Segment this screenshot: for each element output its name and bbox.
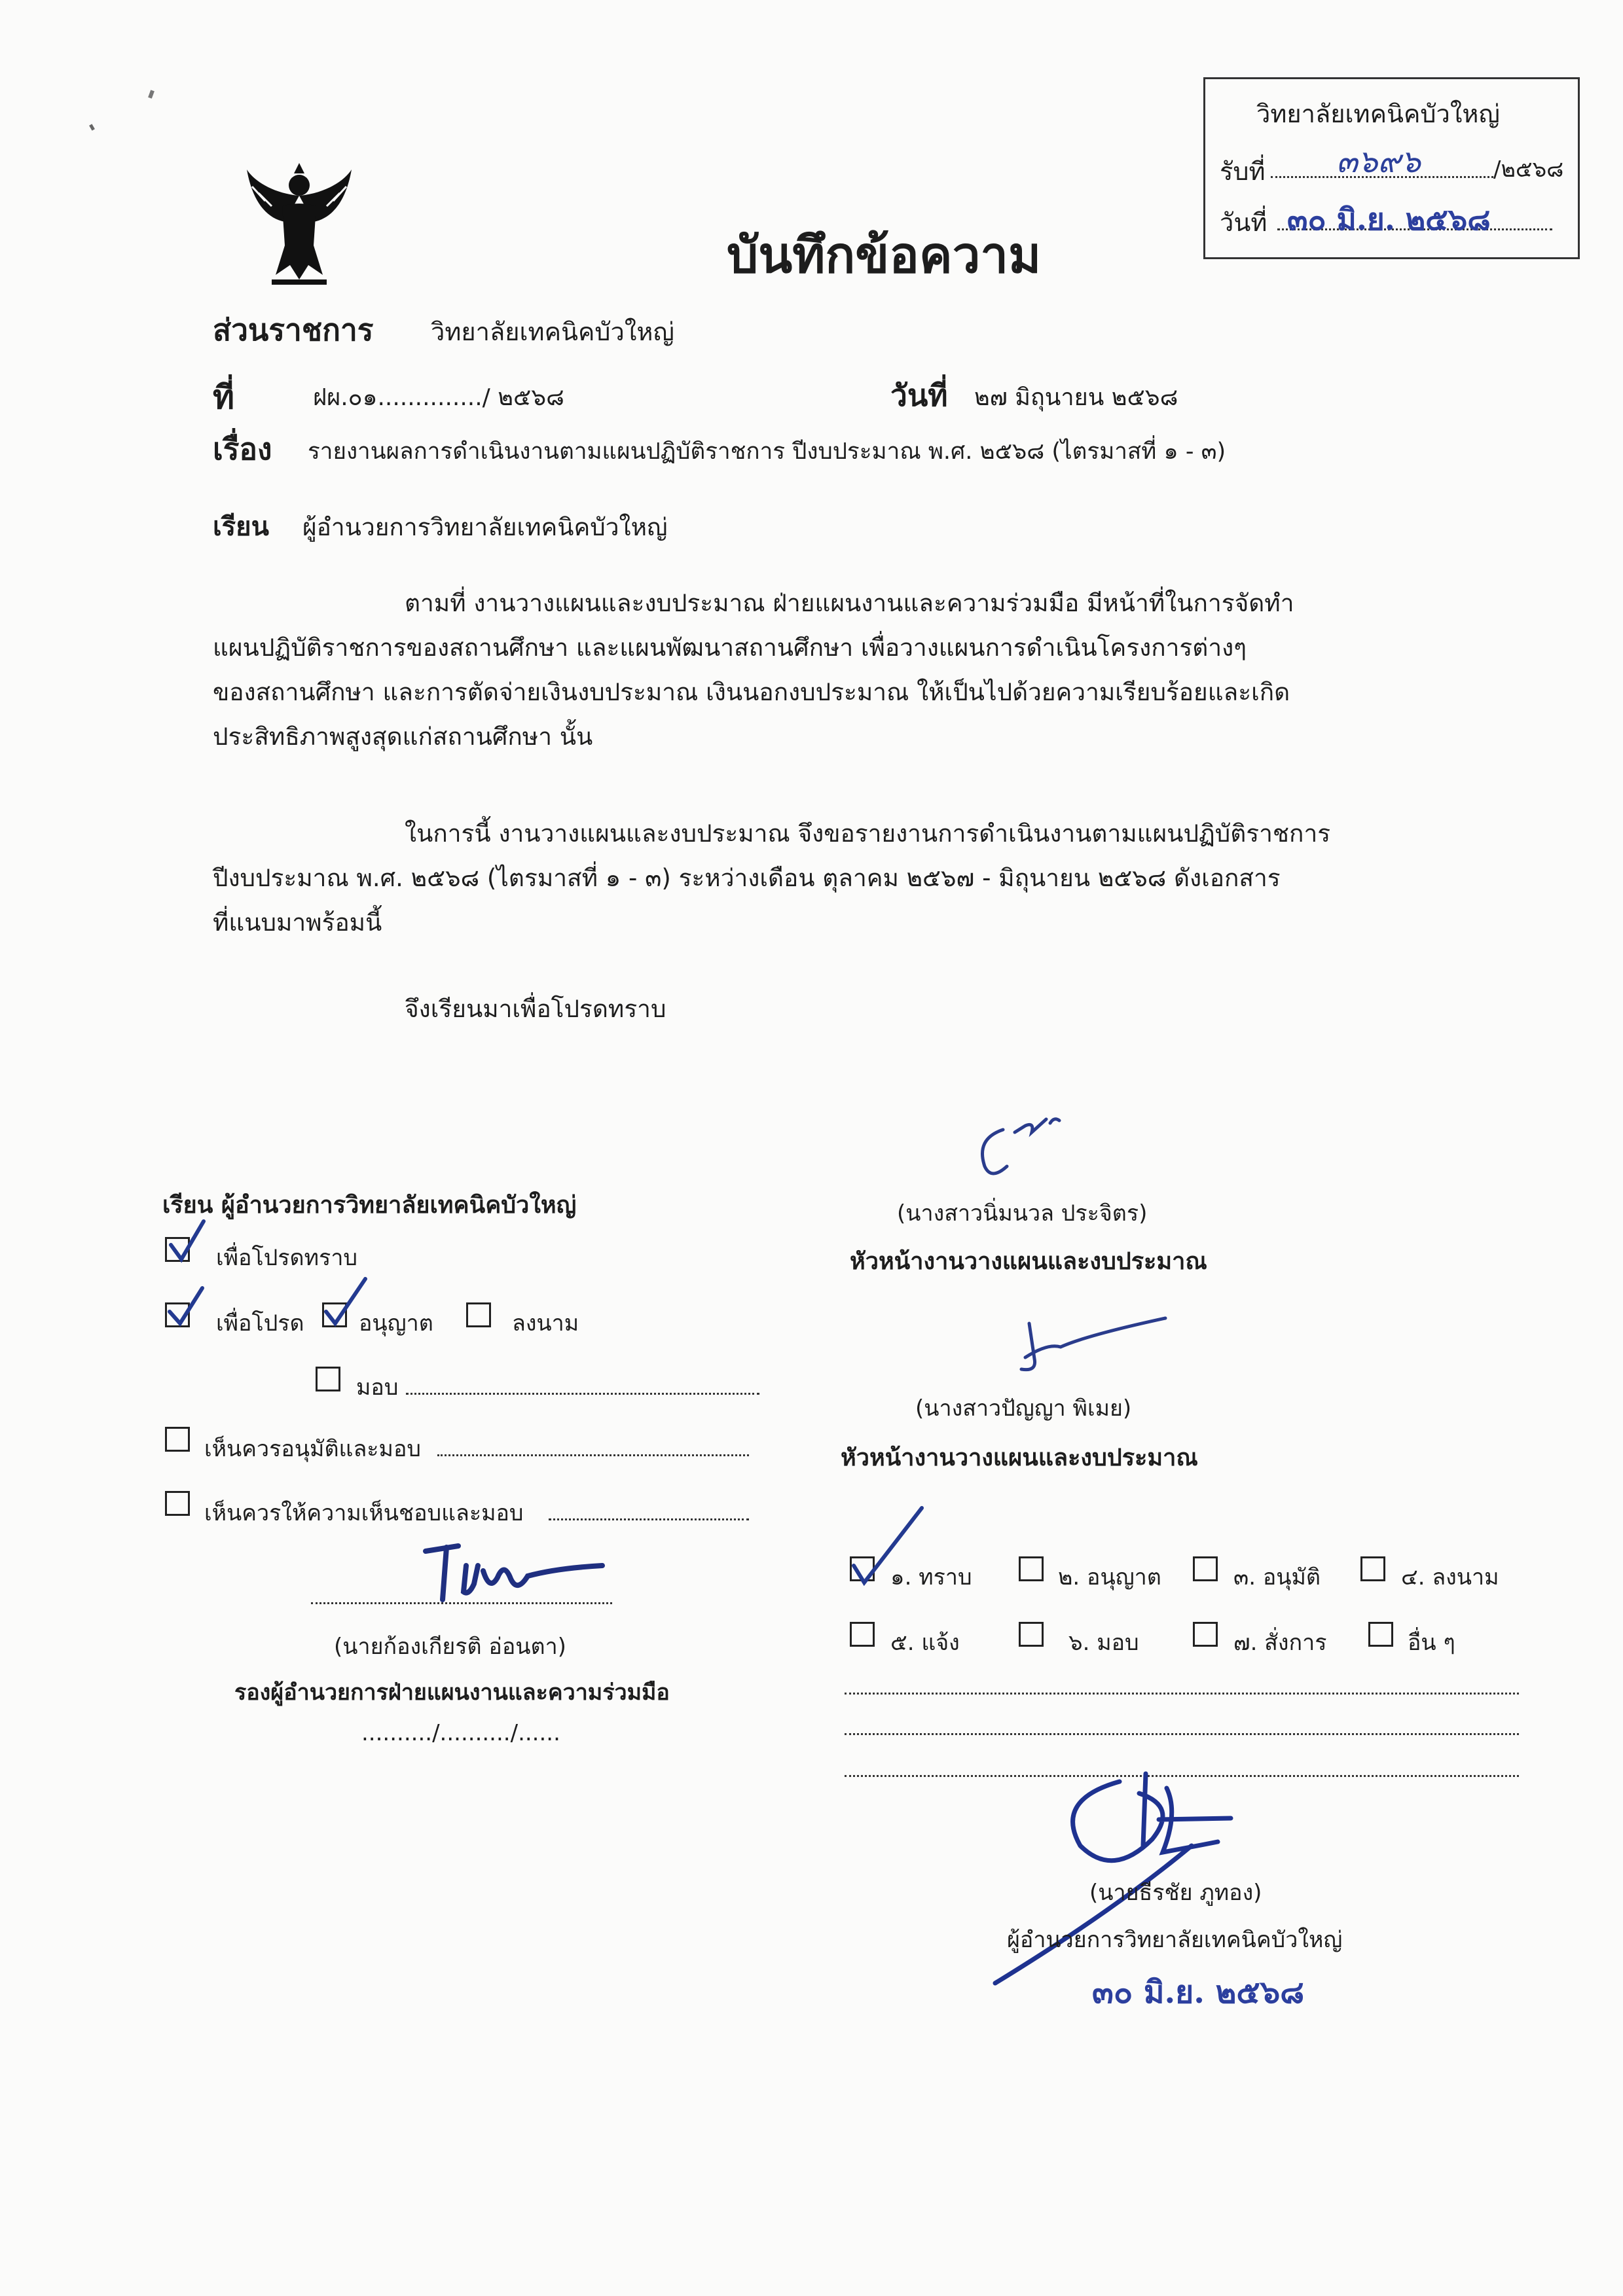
opt-6-label: ๖. มอบ <box>1068 1630 1139 1656</box>
subject-label: เรื่อง <box>213 431 272 467</box>
recommend-approve-dots <box>437 1454 749 1456</box>
opt-sign-label: ลงนาม <box>512 1310 579 1336</box>
body-p1-line1: ตามที่ งานวางแผนและงบประมาณ ฝ่ายแผนงานและความร่วมมือ มีหน้าที่ในการจัดทำ <box>405 589 1294 617</box>
opt-recommend-approve-label: เห็นควรอนุมัติและมอบ <box>204 1436 421 1462</box>
ref-value: ฝผ.๐๑............../ ๒๕๖๘ <box>313 384 564 411</box>
stray-mark <box>89 124 95 130</box>
checkbox-recommend-approve[interactable] <box>165 1427 190 1452</box>
opt-assign-label: มอบ <box>356 1374 399 1401</box>
note-line-2 <box>845 1733 1519 1735</box>
checkmark-icon <box>850 1505 928 1590</box>
opt-approve-label: อนุญาต <box>359 1310 433 1336</box>
body-p2-line3: ที่แนบมาพร้อมนี้ <box>213 908 382 937</box>
received-stamp <box>1203 77 1580 259</box>
closing-line: จึงเรียนมาเพื่อโปรดทราบ <box>405 995 666 1023</box>
recommend-opinion-dots <box>549 1518 749 1520</box>
checkbox-opt-other[interactable] <box>1368 1622 1393 1647</box>
opt-other-label: อื่น ๆ <box>1408 1630 1455 1656</box>
opt-please-label: เพื่อโปรด <box>216 1310 304 1336</box>
right-signer2-title: หัวหน้างานวางแผนและงบประมาณ <box>841 1444 1198 1471</box>
right-signer1-name: (นางสาวนิ่มนวล ประจิตร) <box>897 1200 1148 1227</box>
checkbox-opt-2[interactable] <box>1019 1556 1044 1581</box>
checkbox-opt-4[interactable] <box>1360 1556 1385 1581</box>
opt-7-label: ๗. สั่งการ <box>1233 1630 1327 1656</box>
to-value: ผู้อำนวยการวิทยาลัยเทคนิคบัวใหญ่ <box>302 513 668 541</box>
right-signer1-title: หัวหน้างานวางแผนและงบประมาณ <box>850 1248 1207 1275</box>
body-p1-line3: ของสถานศึกษา และการตัดจ่ายเงินงบประมาณ เงินนอกงบประมาณ ให้เป็นไปด้วยความเรียบร้อยและเกิด <box>213 678 1290 706</box>
agency-label: ส่วนราชการ <box>213 312 374 348</box>
opt-2-label: ๒. อนุญาต <box>1058 1564 1161 1590</box>
signature-right-1 <box>969 1113 1087 1191</box>
date-label: วันที่ <box>890 378 948 413</box>
stamp-date-value: ๓๐ มิ.ย. ๒๕๖๘ <box>1287 202 1491 237</box>
body-p1-line4: ประสิทธิภาพสูงสุดแก่สถานศึกษา นั้น <box>213 723 593 751</box>
stamp-org: วิทยาลัยเทคนิคบัวใหญ่ <box>1256 99 1500 128</box>
signature-left <box>406 1532 602 1610</box>
ref-label: ที่ <box>213 378 234 416</box>
checkmark-icon <box>167 1283 206 1329</box>
stamp-date-label: วันที่ <box>1220 208 1267 237</box>
opt-1-label: ๑. ทราบ <box>890 1564 972 1590</box>
opt-4-label: ๔. ลงนาม <box>1401 1564 1499 1590</box>
checkbox-opt-3[interactable] <box>1193 1556 1218 1581</box>
note-line-1 <box>845 1693 1519 1695</box>
left-date-line: ........../........../...... <box>361 1720 560 1746</box>
left-heading: เรียน ผู้อำนวยการวิทยาลัยเทคนิคบัวใหญ่ <box>162 1192 577 1219</box>
stamp-received-no: ๓๖๙๖ <box>1336 143 1421 180</box>
body-p2-line2: ปีงบประมาณ พ.ศ. ๒๕๖๘ (ไตรมาสที่ ๑ - ๓) ระหว่างเดือน ตุลาคม ๒๕๖๗ - มิถุนายน ๒๕๖๘ ดังเอกสาร <box>213 864 1281 892</box>
opt-5-label: ๕. แจ้ง <box>890 1630 960 1656</box>
left-signer-title: รองผู้อำนวยการฝ่ายแผนงานและความร่วมมือ <box>234 1679 670 1706</box>
signature-right-2 <box>1008 1309 1178 1394</box>
subject-value: รายงานผลการดำเนินงานตามแผนปฏิบัติราชการ ปีงบประมาณ พ.ศ. ๒๕๖๘ (ไตรมาสที่ ๑ - ๓) <box>308 439 1226 465</box>
checkbox-sign[interactable] <box>466 1302 491 1327</box>
checkbox-assign[interactable] <box>316 1367 340 1391</box>
checkmark-icon <box>167 1219 206 1265</box>
checkbox-opt-5[interactable] <box>850 1622 875 1647</box>
agency-value: วิทยาลัยเทคนิคบัวใหญ่ <box>431 317 674 346</box>
stray-mark <box>148 90 155 98</box>
to-label: เรียน <box>213 512 269 542</box>
body-p1-line2: แผนปฏิบัติราชการของสถานศึกษา และแผนพัฒนาสถานศึกษา เพื่อวางแผนการดำเนินโครงการต่างๆ <box>213 634 1247 662</box>
checkbox-opt-6[interactable] <box>1019 1622 1044 1647</box>
director-title: ผู้อำนวยการวิทยาลัยเทคนิคบัวใหญ่ <box>1007 1927 1343 1953</box>
body-p2-line1: ในการนี้ งานวางแผนและงบประมาณ จึงขอรายงานการดำเนินงานตามแผนปฏิบัติราชการ <box>405 819 1331 848</box>
director-name: (นายธีรชัย ภูทอง) <box>1089 1880 1262 1906</box>
opt-3-label: ๓. อนุมัติ <box>1233 1564 1321 1590</box>
checkbox-opt-7[interactable] <box>1193 1622 1218 1647</box>
checkmark-icon <box>323 1275 369 1327</box>
right-signer2-name: (นางสาวปัญญา พิเมย) <box>915 1395 1132 1422</box>
assign-dots <box>406 1393 759 1395</box>
date-value: ๒๗ มิถุนายน ๒๕๖๘ <box>974 384 1178 411</box>
garuda-emblem <box>246 167 354 288</box>
left-signer-name: (นายก้องเกียรติ อ่อนตา) <box>334 1634 566 1660</box>
page-title: บันทึกข้อความ <box>727 226 1042 284</box>
stamp-received-label: รับที่ <box>1220 157 1266 186</box>
checkbox-recommend-opinion[interactable] <box>165 1491 190 1516</box>
opt-recommend-opinion-label: เห็นควรให้ความเห็นชอบและมอบ <box>204 1500 524 1526</box>
opt-acknowledge-label: เพื่อโปรดทราบ <box>216 1245 357 1271</box>
director-date-stamp: ๓๐ มิ.ย. ๒๕๖๘ <box>1092 1974 1305 2011</box>
stamp-received-year: /๒๕๖๘ <box>1493 156 1564 183</box>
